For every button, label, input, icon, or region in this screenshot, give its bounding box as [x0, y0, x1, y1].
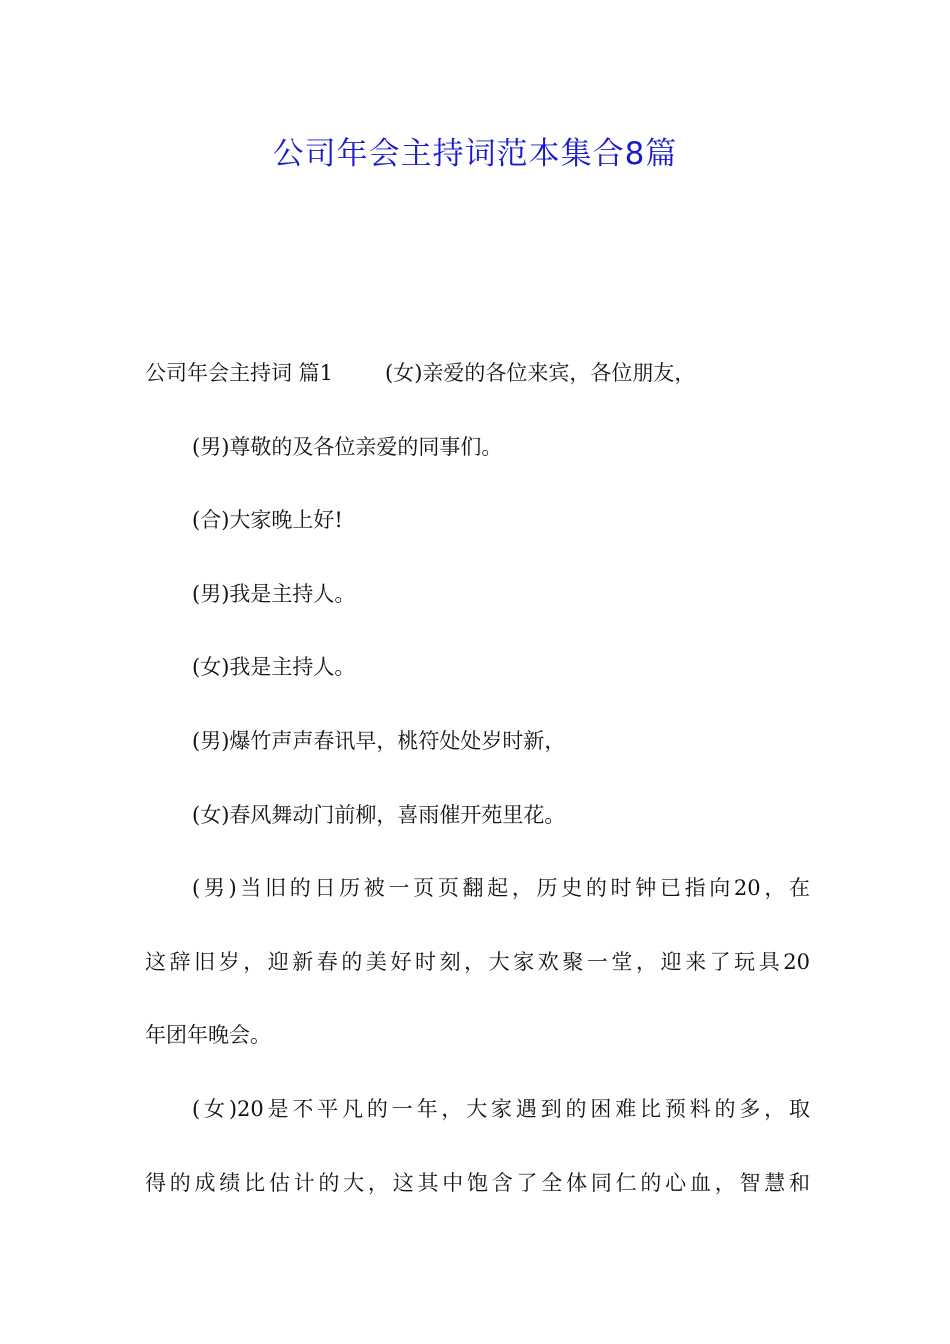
paragraph-line: (女)20是不平凡的一年，大家遇到的困难比预料的多，取: [192, 1096, 810, 1121]
paragraph-first: [145, 337, 810, 411]
paragraph-line: (男)我是主持人。: [192, 581, 356, 606]
paragraph-line: 这辞旧岁，迎新春的美好时刻，大家欢聚一堂，迎来了玩具20: [145, 949, 810, 974]
paragraph-line: (合)大家晚上好!: [192, 508, 343, 533]
paragraph-line: (女)我是主持人。: [192, 655, 356, 680]
paragraph-line: 年团年晚会。: [145, 1023, 271, 1048]
paragraph-line: (女)春风舞动门前柳，喜雨催开苑里花。: [192, 802, 566, 827]
document-title: 公司年会主持词范本集合8篇: [272, 136, 678, 172]
section-heading-label: 公司年会主持词 篇1: [145, 361, 334, 385]
document-body: [145, 337, 810, 1220]
paragraph-line: (男)爆竹声声春讯早，桃符处处岁时新，: [192, 728, 566, 753]
paragraph-line: (男)当旧的日历被一页页翻起，历史的时钟已指向20，在: [192, 876, 810, 901]
paragraph-line: (女)亲爱的各位来宾，各位朋友，: [385, 361, 696, 385]
paragraph-line: 得的成绩比估计的大，这其中饱含了全体同仁的心血，智慧和: [145, 1170, 810, 1195]
paragraph-line: (男)尊敬的及各位亲爱的同事们。: [192, 434, 503, 459]
